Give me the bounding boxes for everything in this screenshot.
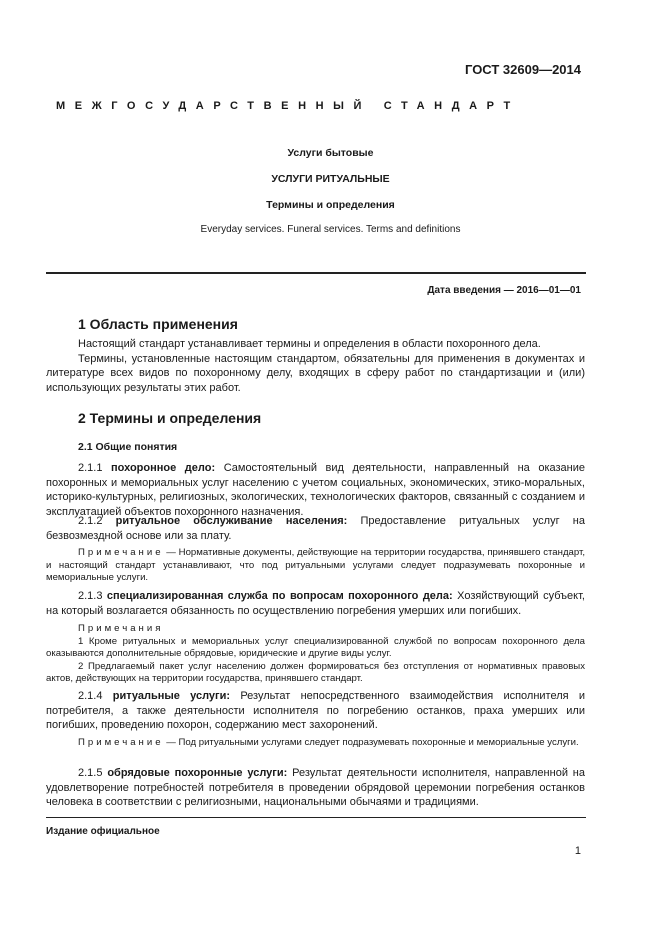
subsection-2-1-heading: 2.1 Общие понятия <box>78 441 178 453</box>
term-number: 2.1.1 <box>78 462 112 474</box>
note-text: — Нормативные документы, действующие на территории государства, принявшего стандарт, и настоящий стандарт устанавливают, что под ритуальными услугами следует подразумевать похоронные и мемориальные услуги. <box>46 547 585 583</box>
title-english: Everyday services. Funeral services. Terms and definitions <box>200 224 461 235</box>
bottom-divider <box>46 817 586 818</box>
section-2-heading: 2 Термины и определения <box>78 410 262 426</box>
note-3 <box>46 737 585 750</box>
term-definition: Предоставление ритуальных услуг на безвозмездной основе или за плату. <box>46 515 585 542</box>
term-definition: Результат деятельности исполнителя, направленной на удовлетворение потребностей потребителя в проведении обрядовой церемонии погребения останков человека в соответствии с религиозными, национальными обычаями и традициями. <box>46 767 585 808</box>
top-divider <box>46 272 586 274</box>
term-number: 2.1.3 <box>78 590 107 602</box>
term-definition: Хозяйствующий субъект, на который возлагается обязанность по осуществлению погребения умерших или погибших. <box>46 590 585 617</box>
term-2-1-4 <box>46 689 585 733</box>
title-line-1: Услуги бытовые <box>287 147 374 159</box>
term-number: 2.1.4 <box>78 690 113 702</box>
notes-2 <box>46 623 585 686</box>
page-number: 1 <box>574 845 581 857</box>
notes-label: Примечания <box>78 623 164 634</box>
term-name: специализированная служба по вопросам похоронного дела: <box>106 590 453 602</box>
term-name: обрядовые похоронные услуги: <box>107 767 288 779</box>
official-edition-label: Издание официальное <box>46 826 160 837</box>
term-number: 2.1.2 <box>78 515 116 527</box>
standard-number: ГОСТ 32609—2014 <box>465 62 581 77</box>
term-definition: Результат непосредственного взаимодействия исполнителя и потребителя, а также деятельности исполнителя по погребению останков, праха умерших или погибших, проведению похорон, содержанию мест захоронений. <box>46 690 586 731</box>
term-2-1-2 <box>46 514 585 543</box>
section-1-heading: 1 Область применения <box>78 316 238 332</box>
note-text: — Под ритуальными услугами следует подразумевать похоронные и мемориальные услуги. <box>163 737 579 748</box>
title-line-2: УСЛУГИ РИТУАЛЬНЫЕ <box>271 173 390 185</box>
standard-type-heading: МЕЖГОСУДАРСТВЕННЫЙ СТАНДАРТ <box>56 100 520 112</box>
title-line-3: Термины и определения <box>266 199 395 211</box>
section-1-paragraph-1: Настоящий стандарт устанавливает термины и определения в области похоронного дела. <box>78 338 541 350</box>
section-1-paragraph-2: Термины, установленные настоящим стандартом, обязательны для применения в документах и литературе всех видов по похоронному делу, входящих в сферу работ по стандартизации и (или) использующих результаты этих работ. <box>46 352 585 394</box>
note-item-2: 2 Предлагаемый пакет услуг населению должен формироваться без отступления от нормативных правовых актов, действующих на территории государства, принявшего стандарт. <box>46 660 585 684</box>
term-2-1-5 <box>46 766 585 810</box>
term-2-1-3 <box>46 589 585 618</box>
term-definition: Самостоятельный вид деятельности, направленный на оказание похоронных и мемориальных услуг населению с учетом социальных, экономических, этико-моральных, историко-культурных, религиозных, экологических, технологических факторов, связанный с созданием и эксплуатацией объектов похоронного назначения. <box>46 462 585 518</box>
section-1-body <box>46 337 585 395</box>
note-label: Примечание <box>78 547 164 558</box>
note-item-1: 1 Кроме ритуальных и мемориальных услуг специализированной службой по вопросам похоронного дела оказываются дополнительные обрядовые, юридические и другие виды услуг. <box>46 635 585 659</box>
note-label: Примечание <box>78 737 164 748</box>
term-name: ритуальные услуги: <box>112 690 231 702</box>
note-1 <box>46 547 585 585</box>
term-2-1-1 <box>46 461 585 519</box>
term-number: 2.1.5 <box>78 767 108 779</box>
term-name: похоронное дело: <box>111 462 216 474</box>
term-name: ритуальное обслуживание населения: <box>115 515 348 527</box>
intro-date: Дата введения — 2016—01—01 <box>427 285 581 296</box>
